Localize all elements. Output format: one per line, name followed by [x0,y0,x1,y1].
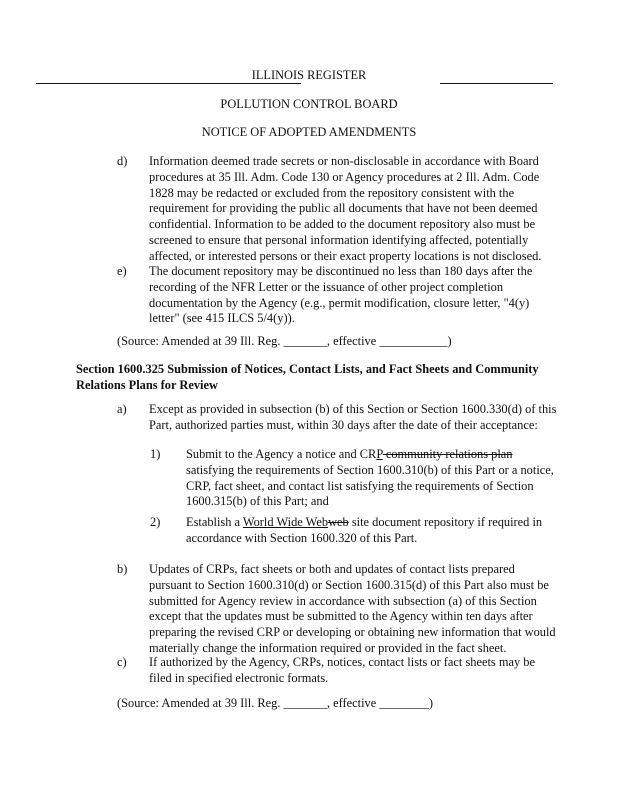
para-e-text [149,264,532,327]
text-line: The document repository may be discontinued no less than 180 days after the [149,264,533,278]
text-segment: site document repository if required in [348,515,543,529]
header-rule-right [440,83,553,84]
text-line [186,479,554,495]
text-line: affected, or interested persons or their exact property locations is not disclosed. [149,248,542,263]
text-line: materially change the information required or provided in the fact sheet. [149,640,507,655]
text-line: confidential. Information to be added to the document repository also must be [149,217,536,232]
text-line: 1828 may be redacted or excluded from the repository consistent with the [149,185,515,200]
text-line [186,531,542,547]
text-line: screened to ensure that personal information identifying affected, potentially [149,232,529,247]
text-line: Updates of CRPs, fact sheets or both and updates of contact lists prepared [149,562,515,576]
inserted-text: P [376,447,383,461]
text-line: submitted for Agency review in accordance with subsection (a) of this Section [149,593,537,608]
deleted-text: web [328,515,349,529]
text-segment: Submit to the Agency a notice and CR [186,447,377,461]
text-line: Information deemed trade secrets or non-disclosable in accordance with Board [149,154,539,168]
text-line: except that the updates must be submitted to the Agency within ten days after [149,609,533,624]
header-rule-left [36,83,301,84]
text-segment: CRP, fact sheet, and contact list satisfying the requirements of Section [186,478,534,493]
item-1-label: 1) [150,447,161,461]
text-line: recording of the NFR Letter or the issuance of other project completion [149,279,504,294]
text-line: filed in specified electronic formats. [149,670,329,685]
section-heading [76,362,539,394]
text-line: preparing the revised CRP or developing or obtaining new information that would [149,625,556,640]
para-b-text [149,562,556,657]
inserted-text: World Wide Web [242,515,329,529]
para-a-text [149,402,556,434]
text-line [186,447,554,463]
text-line: Part, authorized parties must, within 30 days after the date of their acceptance: [149,417,538,432]
para-e-label: e) [117,264,127,278]
para-a-label: a) [117,402,127,416]
deleted-text: community relations plan [382,447,513,461]
text-line: If authorized by the Agency, CRPs, notices, contact lists or fact sheets may be [149,655,535,669]
text-line: letter" (see 415 ILCS 5/4(y)). [149,311,295,326]
para-d-label: d) [117,154,128,168]
text-line: Except as provided in subsection (b) of this Section or Section 1600.330(d) of this [149,402,557,416]
text-segment: satisfying the requirements of Section 1600.310(b) of this Part or a notice, [186,462,554,477]
text-segment: accordance with Section 1600.320 of this Part. [186,530,418,545]
text-line: Section 1600.325 Submission of Notices, Contact Lists, and Fact Sheets and Community [76,362,539,376]
text-line: Relations Plans for Review [76,377,218,392]
text-line [186,494,554,510]
source-note-1: (Source: Amended at 39 Ill. Reg. _______, effective ___________) [117,334,452,348]
text-line: requirement for providing the public all documents that have not been deemed [149,201,538,216]
item-1-text [186,447,554,510]
text-line [186,515,542,531]
text-segment: 1600.315(b) of this Part; and [186,494,329,509]
para-d-text [149,154,541,265]
board-name: POLLUTION CONTROL BOARD [220,97,398,111]
source-note-2: (Source: Amended at 39 Ill. Reg. _______, effective ________) [117,696,434,710]
para-b-label: b) [117,562,128,576]
notice-title: NOTICE OF ADOPTED AMENDMENTS [201,125,417,139]
item-2-label: 2) [150,515,161,529]
text-line: pursuant to Section 1600.310(d) or Section 1600.315(d) of this Part also must be [149,577,549,592]
register-title: ILLINOIS REGISTER [251,68,367,82]
text-line: documentation by the Agency (e.g., permit modification, closure letter, "4(y) [149,295,530,310]
text-segment: Establish a [186,515,243,529]
item-2-text [186,515,542,547]
para-c-text [149,655,535,687]
para-c-label: c) [117,655,127,669]
text-line: procedures at 35 Ill. Adm. Code 130 or Agency procedures at 2 Ill. Adm. Code [149,169,540,184]
text-line [186,463,554,479]
